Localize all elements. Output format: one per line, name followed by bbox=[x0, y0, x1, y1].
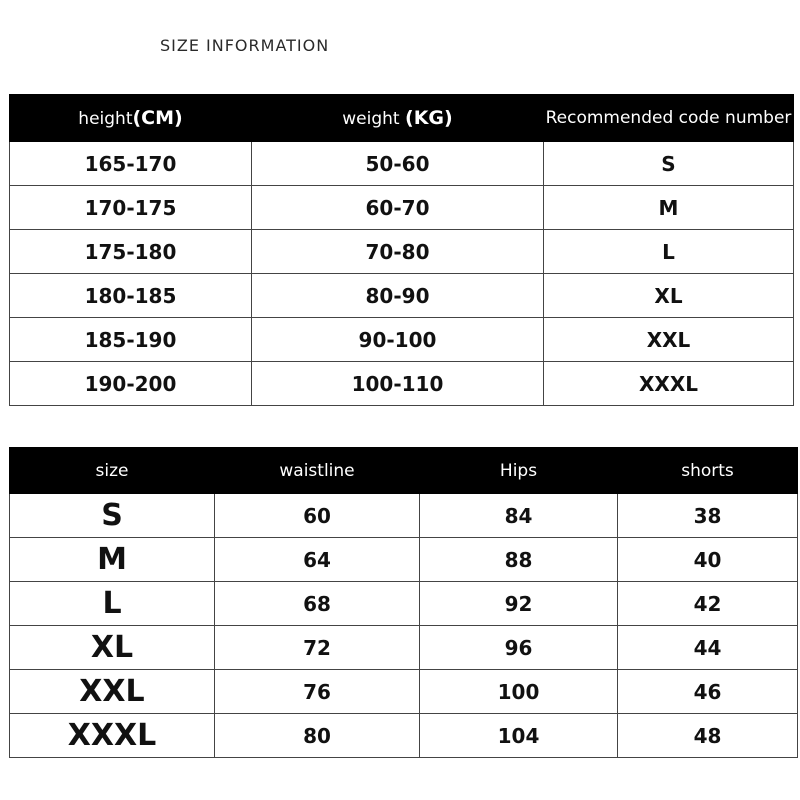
code-cell: S bbox=[544, 142, 794, 186]
waistline-cell: 64 bbox=[215, 538, 420, 582]
header-waistline: waistline bbox=[215, 448, 420, 494]
shorts-cell: 44 bbox=[618, 626, 798, 670]
table-row bbox=[10, 274, 794, 318]
header-shorts: shorts bbox=[618, 448, 798, 494]
code-cell: XL bbox=[544, 274, 794, 318]
height-cell: 170-175 bbox=[10, 186, 252, 230]
table-row bbox=[10, 318, 794, 362]
table-row bbox=[10, 582, 798, 626]
shorts-cell: 42 bbox=[618, 582, 798, 626]
weight-cell: 50-60 bbox=[252, 142, 544, 186]
table-row bbox=[10, 230, 794, 274]
hips-cell: 104 bbox=[420, 714, 618, 758]
size-cell: L bbox=[10, 582, 215, 626]
header-size: size bbox=[10, 448, 215, 494]
weight-cell: 70-80 bbox=[252, 230, 544, 274]
weight-cell: 90-100 bbox=[252, 318, 544, 362]
shorts-cell: 46 bbox=[618, 670, 798, 714]
table-row bbox=[10, 538, 798, 582]
header-recommended-code: Recommended code number bbox=[544, 95, 794, 142]
waistline-cell: 60 bbox=[215, 494, 420, 538]
weight-cell: 60-70 bbox=[252, 186, 544, 230]
hips-cell: 92 bbox=[420, 582, 618, 626]
size-cell: S bbox=[10, 494, 215, 538]
page-title: SIZE INFORMATION bbox=[160, 36, 330, 55]
table-header-row bbox=[10, 448, 798, 494]
waistline-cell: 76 bbox=[215, 670, 420, 714]
table-row bbox=[10, 362, 794, 406]
header-height-unit: (CM) bbox=[132, 107, 183, 129]
weight-cell: 80-90 bbox=[252, 274, 544, 318]
weight-cell: 100-110 bbox=[252, 362, 544, 406]
height-cell: 175-180 bbox=[10, 230, 252, 274]
table-row bbox=[10, 714, 798, 758]
hips-cell: 88 bbox=[420, 538, 618, 582]
size-cell: M bbox=[10, 538, 215, 582]
table-row bbox=[10, 142, 794, 186]
shorts-cell: 48 bbox=[618, 714, 798, 758]
waistline-cell: 80 bbox=[215, 714, 420, 758]
code-cell: M bbox=[544, 186, 794, 230]
code-cell: XXL bbox=[544, 318, 794, 362]
table-row bbox=[10, 186, 794, 230]
header-hips: Hips bbox=[420, 448, 618, 494]
height-cell: 165-170 bbox=[10, 142, 252, 186]
header-height bbox=[10, 95, 252, 142]
header-weight bbox=[252, 95, 544, 142]
hips-cell: 96 bbox=[420, 626, 618, 670]
code-cell: L bbox=[544, 230, 794, 274]
table-header-row bbox=[10, 95, 794, 142]
header-weight-unit: (KG) bbox=[405, 107, 453, 129]
table-row bbox=[10, 494, 798, 538]
size-cell: XXL bbox=[10, 670, 215, 714]
code-cell: XXXL bbox=[544, 362, 794, 406]
size-measurement-table bbox=[9, 447, 798, 758]
shorts-cell: 40 bbox=[618, 538, 798, 582]
table-row bbox=[10, 626, 798, 670]
height-cell: 185-190 bbox=[10, 318, 252, 362]
header-weight-label: weight bbox=[342, 109, 400, 129]
table-row bbox=[10, 670, 798, 714]
waistline-cell: 68 bbox=[215, 582, 420, 626]
size-cell: XXXL bbox=[10, 714, 215, 758]
hips-cell: 100 bbox=[420, 670, 618, 714]
height-cell: 180-185 bbox=[10, 274, 252, 318]
header-height-label: height bbox=[78, 109, 133, 129]
shorts-cell: 38 bbox=[618, 494, 798, 538]
height-weight-size-table bbox=[9, 94, 794, 406]
waistline-cell: 72 bbox=[215, 626, 420, 670]
height-cell: 190-200 bbox=[10, 362, 252, 406]
size-cell: XL bbox=[10, 626, 215, 670]
hips-cell: 84 bbox=[420, 494, 618, 538]
